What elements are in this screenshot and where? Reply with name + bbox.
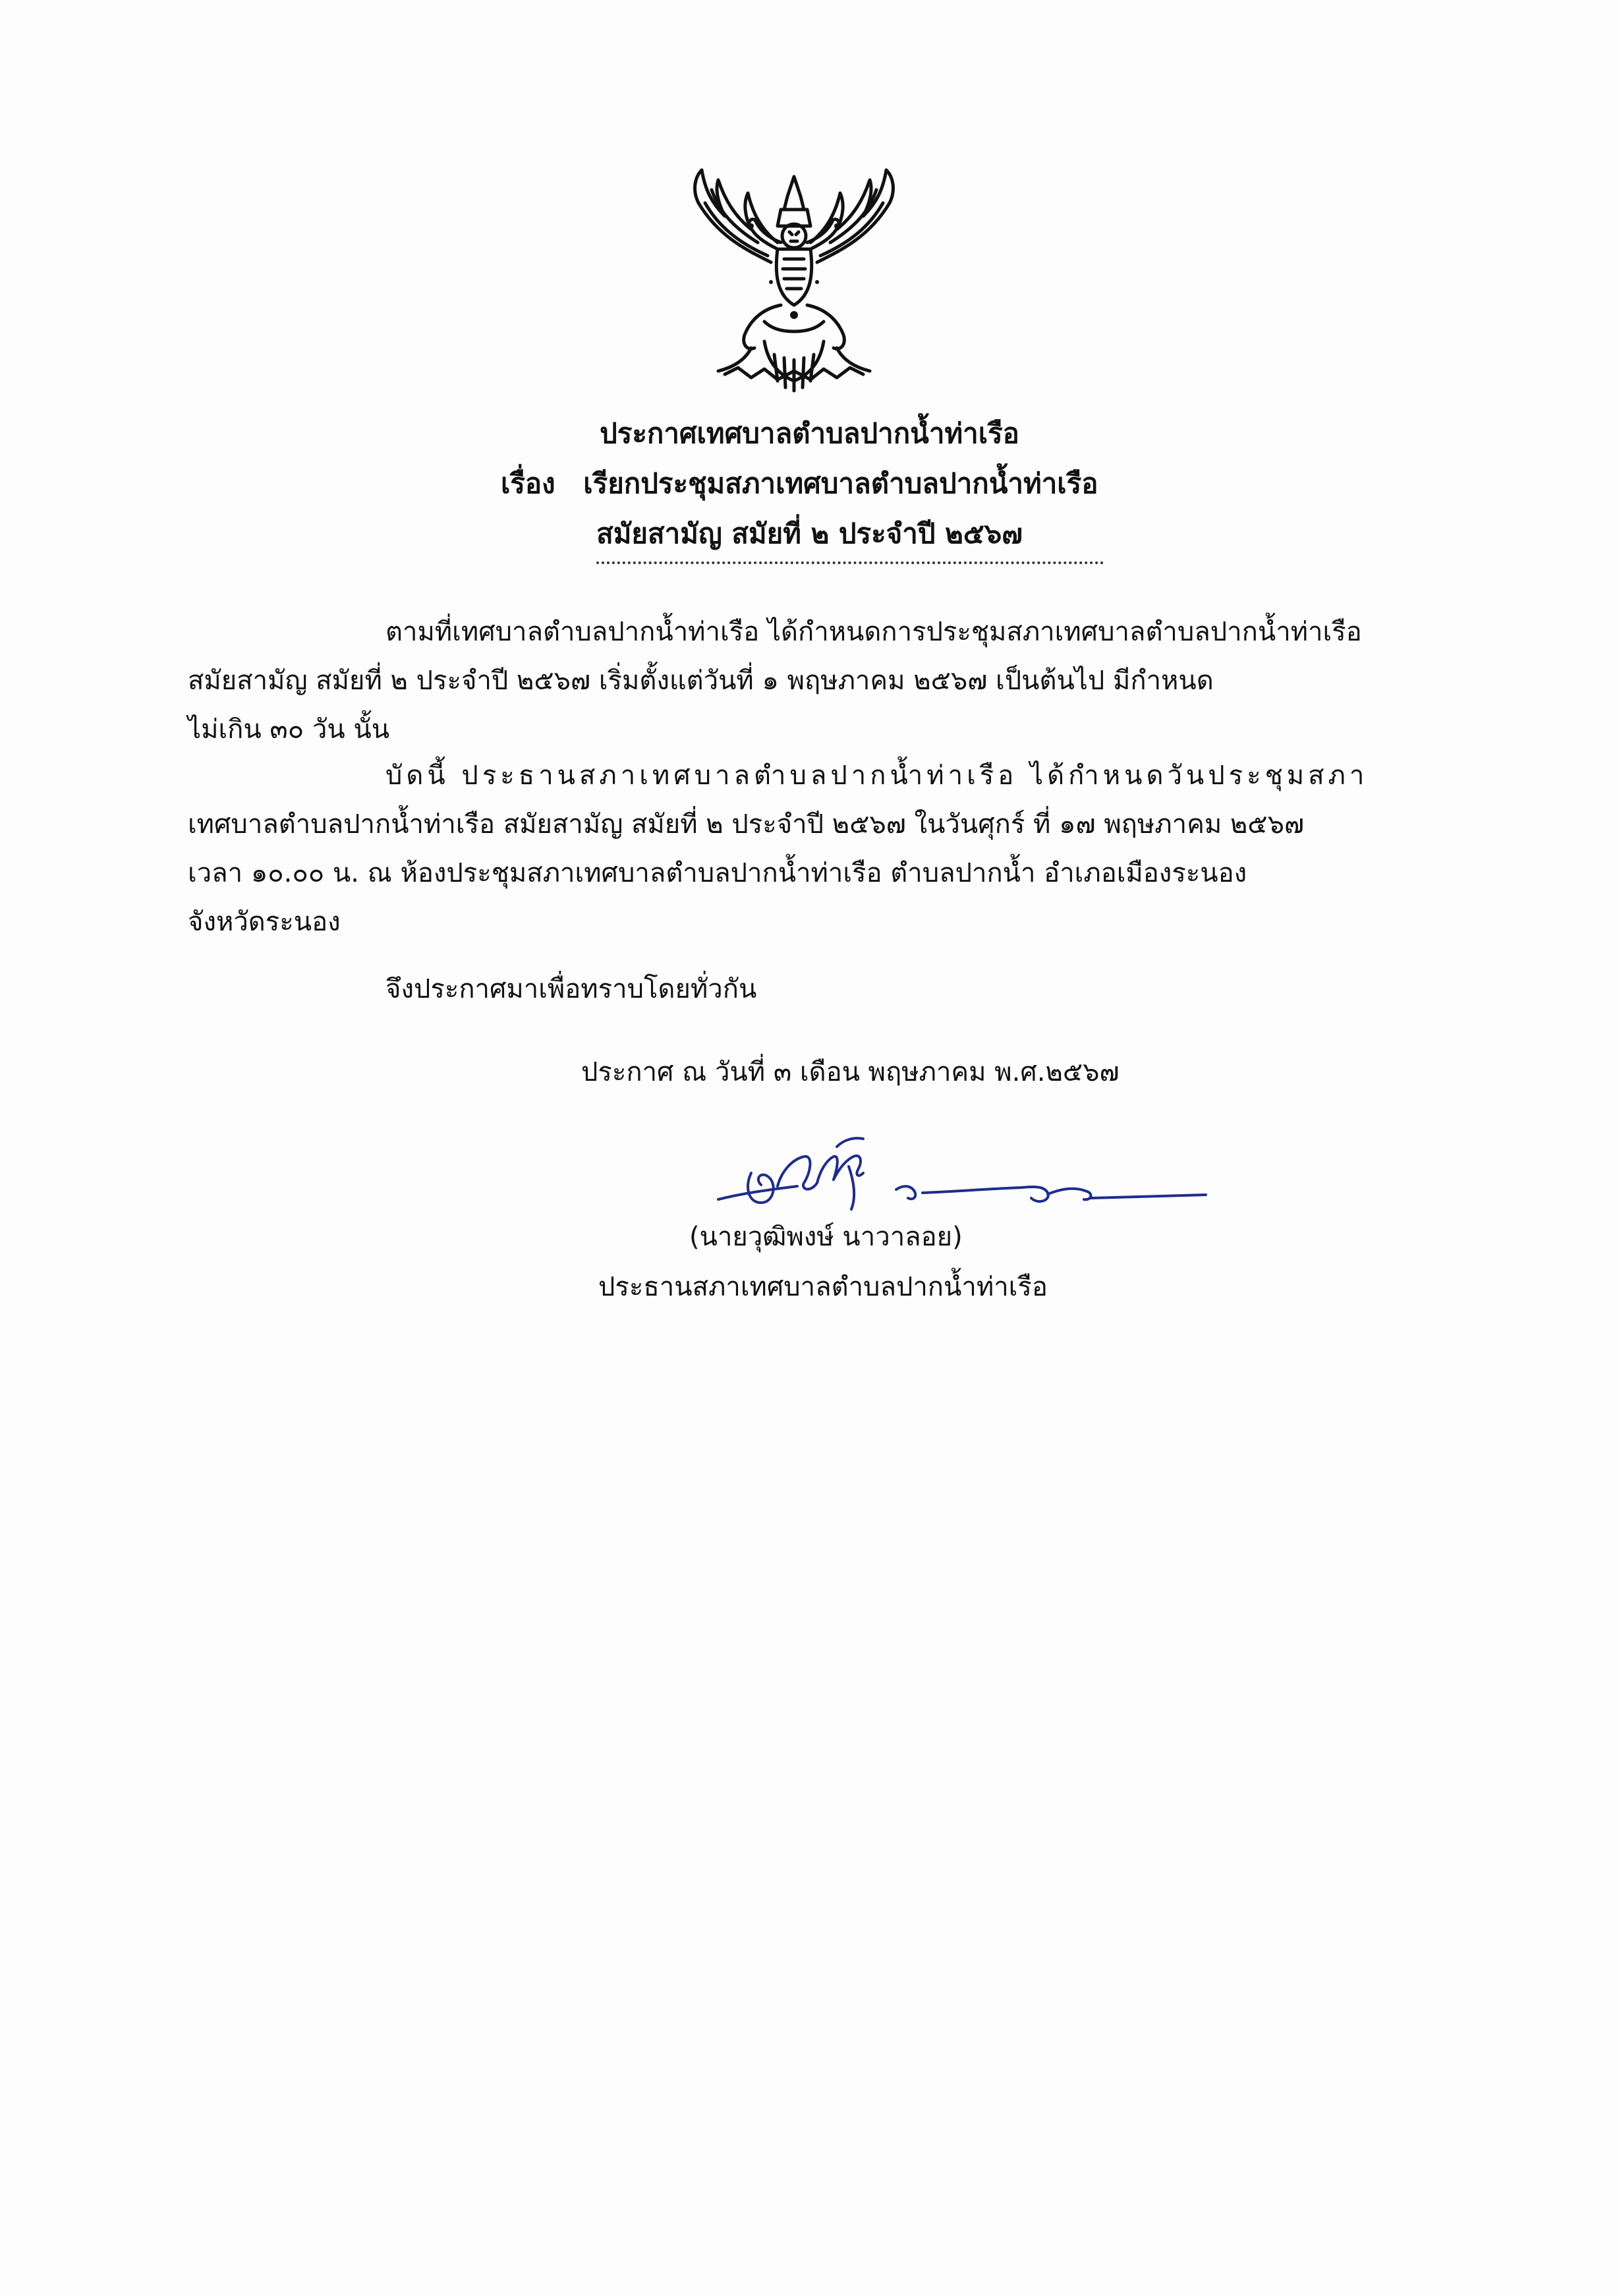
paragraph-2-line: เวลา ๑๐.๐๐ น. ณ ห้องประชุมสภาเทศบาลตำบลปากน้ำท่าเรือ ตำบลปากน้ำ อำเภอเมืองระนอง <box>188 858 1247 888</box>
garuda-emblem-icon <box>672 163 916 401</box>
subject-text: เรียกประชุมสภาเทศบาลตำบลปากน้ำท่าเรือ <box>583 467 1098 500</box>
paragraph-1 <box>188 608 1427 754</box>
paragraph-2-line: บัดนี้ ประธานสภาเทศบาลตำบลปากน้ำท่าเรือ ได้กำหนดวันประชุมสภา <box>385 761 1369 791</box>
paragraph-2-line: จังหวัดระนอง <box>188 907 341 937</box>
signer-position: ประธานสภาเทศบาลตำบลปากน้ำท่าเรือ <box>598 1272 1048 1302</box>
session-line: สมัยสามัญ สมัยที่ ๒ ประจำปี ๒๕๖๗ <box>596 517 1023 550</box>
handwritten-signature <box>705 1120 1219 1226</box>
conclusion-text: จึงประกาศมาเพื่อทราบโดยทั่วกัน <box>385 974 757 1004</box>
paragraph-1-line: ตามที่เทศบาลตำบลปากน้ำท่าเรือ ได้กำหนดการประชุมสภาเทศบาลตำบลปากน้ำท่าเรือ <box>385 617 1362 647</box>
paragraph-1-line: ไม่เกิน ๓๐ วัน นั้น <box>188 714 390 745</box>
paragraph-2-line: เทศบาลตำบลปากน้ำท่าเรือ สมัยสามัญ สมัยที่ ๒ ประจำปี ๒๕๖๗ ในวันศุกร์ ที่ ๑๗ พฤษภาคม ๒๕๖๗ <box>188 809 1305 840</box>
announcement-date: ประกาศ ณ วันที่ ๓ เดือน พฤษภาคม พ.ศ.๒๕๖๗ <box>581 1057 1120 1087</box>
signer-name: (นายวุฒิพงษ์ นาวาลอย) <box>689 1222 963 1252</box>
dotted-divider <box>596 561 1104 564</box>
announcement-title: ประกาศเทศบาลตำบลปากน้ำท่าเรือ <box>600 417 1019 449</box>
paragraph-2 <box>188 751 1427 946</box>
paragraph-1-line: สมัยสามัญ สมัยที่ ๒ ประจำปี ๒๕๖๗ เริ่มตั้งแต่วันที่ ๑ พฤษภาคม ๒๕๖๗ เป็นต้นไป มีกำหนด <box>188 666 1214 696</box>
subject-line <box>501 459 1098 509</box>
subject-label: เรื่อง <box>501 467 555 500</box>
